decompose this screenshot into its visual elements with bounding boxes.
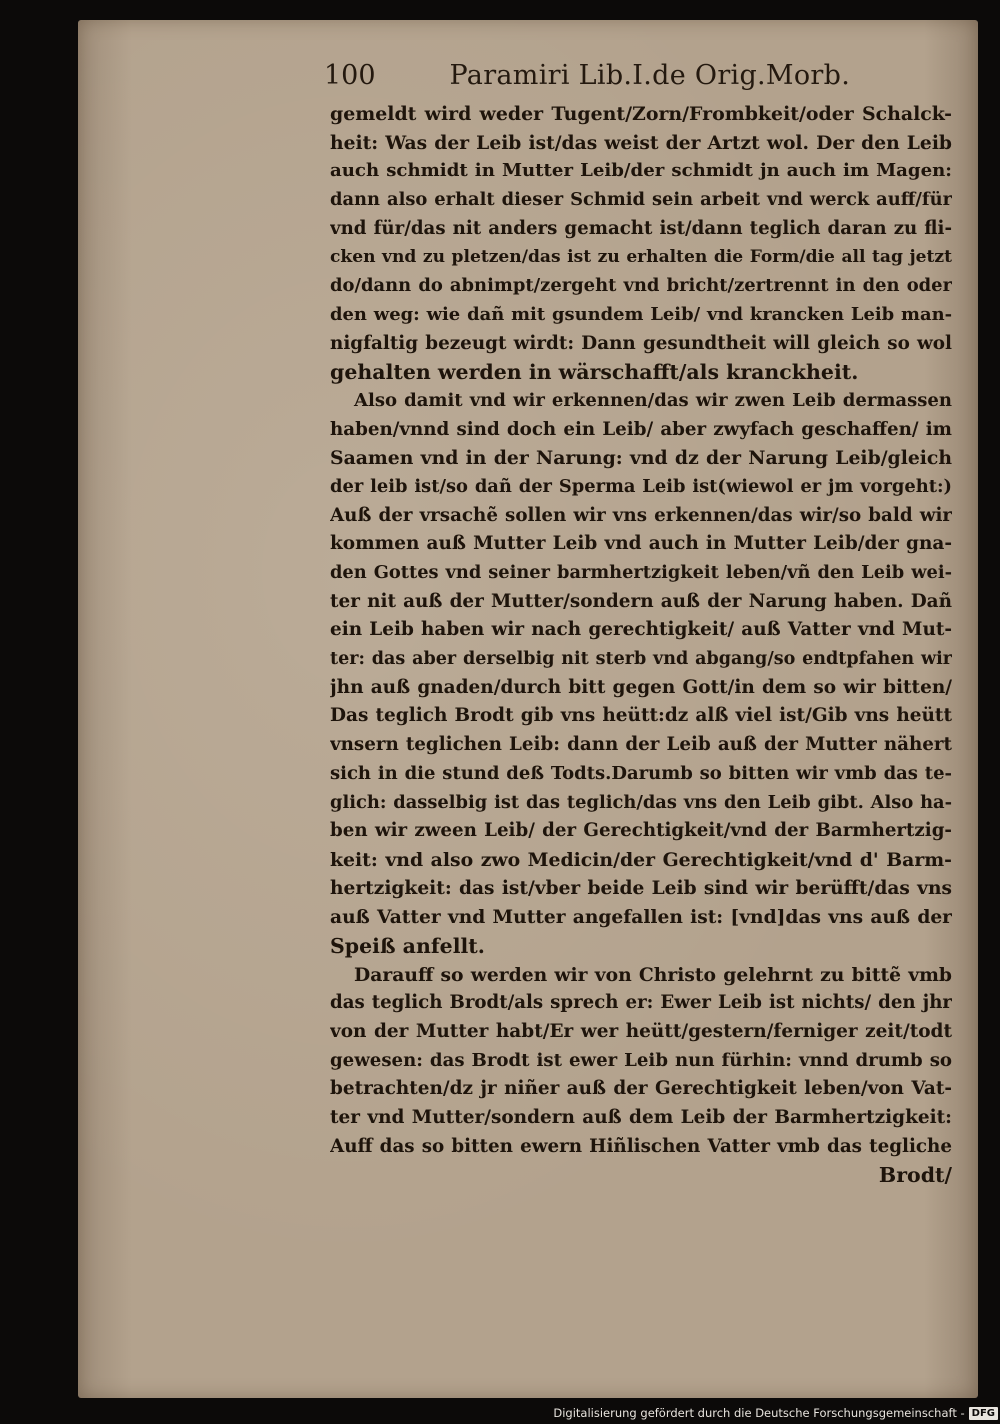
text-line: hertzigkeit: das ist/vber beide Leib sind wir berüfft/das vns	[330, 877, 952, 899]
text-line: ter vnd Mutter/sondern auß dem Leib der Barmhertzigkeit:	[330, 1107, 952, 1129]
text-line: auch schmidt in Mutter Leib/der schmidt jn auch im Magen:	[330, 160, 952, 182]
text-line: kommen auß Mutter Leib vnd auch in Mutter Leib/der gna-	[330, 533, 952, 555]
text-line: glich: dasselbig ist das teglich/das vns den Leib gibt. Also ha-	[330, 791, 952, 813]
text-line: nigfaltig bezeugt wirdt: Dann gesundtheit will gleich so wol	[330, 332, 952, 354]
text-line: vnsern teglichen Leib: dann der Leib auß der Mutter nähert	[330, 734, 952, 756]
credit-text: Digitalisierung gefördert durch die Deutsche Forschungsgemeinschaft -	[553, 1406, 965, 1420]
text-line: Speiß anfellt.	[330, 933, 485, 958]
text-line: dann also erhalt dieser Schmid sein arbeit vnd werck auff/für	[330, 189, 952, 211]
text-line: ter nit auß der Mutter/sondern auß der Narung haben. Dañ	[330, 590, 952, 612]
text-line: den Gottes vnd seiner barmhertzigkeit leben/vñ den Leib wei-	[330, 562, 952, 583]
text-line: gehalten werden in wärschafft/als kranckheit.	[330, 360, 859, 385]
text-line: den weg: wie dañ mit gsundem Leib/ vnd krancken Leib man-	[330, 303, 952, 325]
text-line: gemeldt wird weder Tugent/Zorn/Frombkeit/oder Schalck-	[330, 103, 952, 125]
text-line: der leib ist/so dañ der Sperma Leib ist(wiewol er jm vorgeht:)	[330, 475, 952, 497]
text-line: Das teglich Brodt gib vns heütt:dz alß viel ist/Gib vns heütt	[330, 705, 952, 727]
digitization-credit	[553, 1404, 998, 1422]
body-text	[330, 100, 952, 1190]
running-head	[324, 60, 851, 100]
text-line: Saamen vnd in der Narung: vnd dz der Narung Leib/gleich	[330, 447, 952, 470]
text-line: gewesen: das Brodt ist ewer Leib nun fürhin: vnnd drumb so	[330, 1049, 952, 1071]
text-line: cken vnd zu pletzen/das ist zu erhalten die Form/die all tag jetzt	[330, 247, 952, 268]
text-line: ben wir zween Leib/ der Gerechtigkeit/vnd der Barmhertzig-	[330, 820, 952, 842]
text-line: jhn auß gnaden/durch bitt gegen Gott/in dem so wir bitten/	[330, 676, 952, 698]
catchword: Brodt/	[878, 1163, 952, 1188]
text-line: vnd für/das nit anders gemacht ist/dann teglich daran zu fli-	[330, 217, 952, 239]
text-line: sich in die stund deß Todts.Darumb so bitten wir vmb das te-	[330, 762, 952, 784]
text-line: von der Mutter habt/Er wer heütt/gestern/ferniger zeit/todt	[330, 1021, 952, 1042]
text-line: auß Vatter vnd Mutter angefallen ist: [vnd]das vns auß der	[330, 906, 952, 929]
text-line: Auff das so bitten ewern Hiñlischen Vatter vmb das tegliche	[330, 1135, 952, 1157]
text-line: Also damit vnd wir erkennen/das wir zwen Leib dermassen	[354, 389, 952, 411]
running-title: Paramiri Lib.I.de Orig.Morb.	[449, 60, 851, 91]
text-line: das teglich Brodt/als sprech er: Ewer Leib ist nichts/ den jhr	[330, 992, 952, 1014]
text-line: do/dann do abnimpt/zergeht vnd bricht/zertrennt in den oder	[330, 275, 952, 297]
dfg-logo: DFG	[969, 1407, 998, 1420]
text-line: haben/vnnd sind doch ein Leib/ aber zwyfach geschaffen/ im	[330, 418, 952, 440]
text-line: ein Leib haben wir nach gerechtigkeit/ auß Vatter vnd Mut-	[330, 619, 952, 641]
text-line: keit: vnd also zwo Medicin/der Gerechtigkeit/vnd d' Barm-	[330, 848, 952, 871]
text-line: betrachten/dz jr niñer auß der Gerechtigkeit leben/von Vat-	[330, 1078, 952, 1100]
text-line: ter: das aber derselbig nit sterb vnd abgang/so endtpfahen wir	[330, 649, 952, 670]
text-line: heit: Was der Leib ist/das weist der Artzt wol. Der den Leib	[330, 131, 952, 154]
page-number: 100	[324, 60, 376, 91]
text-line: Auß der vrsachẽ sollen wir vns erkennen/das wir/so bald wir	[330, 504, 952, 526]
text-line: Darauff so werden wir von Christo gelehrnt zu bittẽ vmb	[354, 963, 952, 986]
